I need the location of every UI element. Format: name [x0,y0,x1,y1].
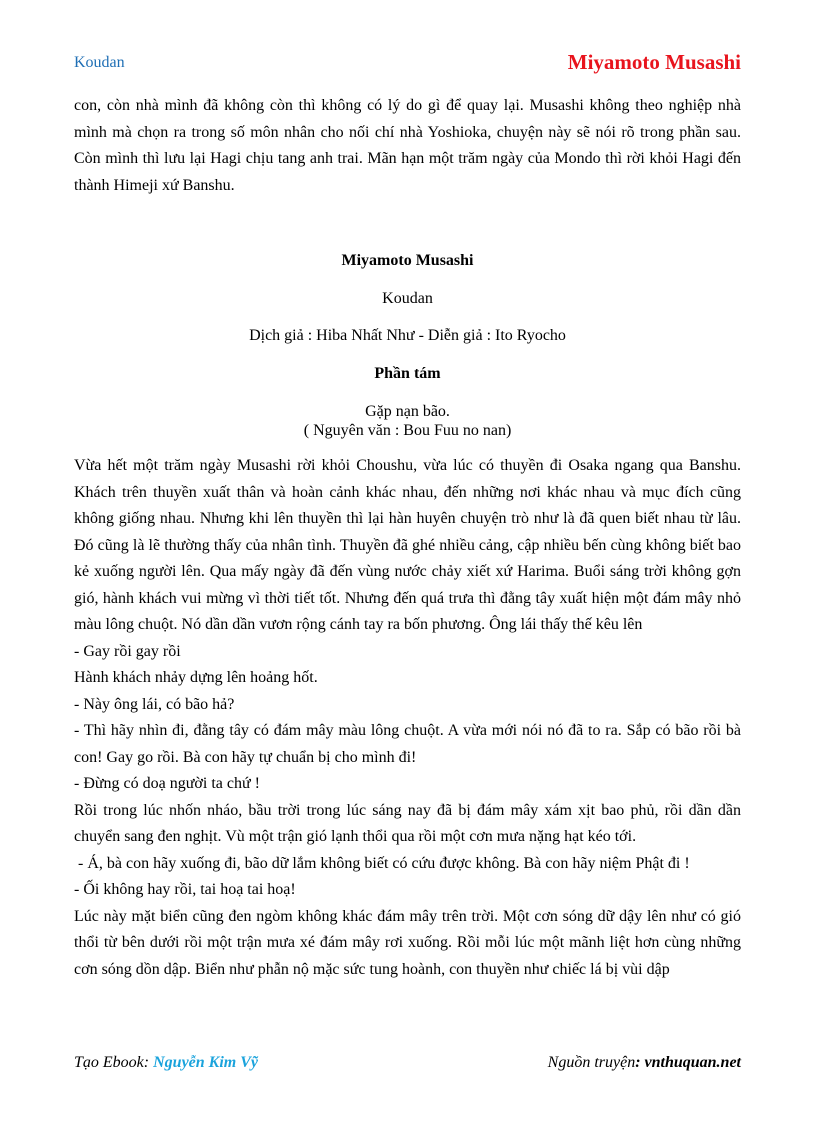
body-paragraph: - Á, bà con hãy xuống đi, bão dữ lắm không biết có cứu được không. Bà con hãy niệm Phật đi ! [74,854,690,872]
body-paragraph: - Gay rồi gay rồi [74,642,181,660]
footer-source-label: Nguồn truyện [547,1054,636,1071]
footer-credit [74,1054,258,1072]
header-left-text: Koudan [74,54,125,71]
footer-credit-name: Nguyễn Kim Vỹ [153,1054,258,1071]
chapter-title: Gặp nạn bão. [365,403,450,420]
body-paragraph: - Đừng có doạ người ta chứ ! [74,775,260,792]
chapter-original: ( Nguyên văn : Bou Fuu no nan) [303,422,512,439]
story-body [74,453,741,983]
credits-line: Dịch giả : Hiba Nhất Như - Diễn giả : Ito Ryocho [249,327,566,344]
body-paragraph: - Này ông lái, có bão hả? [74,695,235,713]
body-paragraph: Lúc này mặt biển cũng đen ngòm không khác đám mây trên trời. Một cơn sóng dữ dậy lên như có gió thổi từ bên dưới rồi một trận mưa xé đám mây rơi xuống. Rồi mỗi lúc một mãnh liệt hơn cùng những cơn sóng dồn dập. Biển như phẫn nộ mặc sức tung hoành, con thuyền như chiếc lá bị vùi dập [74,907,741,978]
body-paragraph: Vừa hết một trăm ngày Musashi rời khỏi Choushu, vừa lúc có thuyền đi Osaka ngang qua Banshu. Khách trên thuyền xuất thân và hoàn cảnh khác nhau, đến những nơi khác nhau và mục đích cũng không giống nhau. Nhưng khi lên thuyền thì lại hàn huyên chuyện trò như là đã quen biết nhau từ lâu. Đó cũng là lẽ thường thấy của nhân tình. Thuyền đã ghé nhiều cảng, cập nhiều bến cùng không biết bao kẻ xuống người lên. Qua mấy ngày đã đến vùng nước chảy xiết xứ Harima. Buổi sáng trời không gợn gió, hành khách vui mừng vì thời tiết tốt. Nhưng đến quá trưa thì đằng tây xuất hiện một đám mây nhỏ màu lông chuột. Nó dần dần vươn rộng cánh tay ra bốn phương. Ông lái thấy thế kêu lên [74,457,741,633]
body-paragraph: Rồi trong lúc nhốn nháo, bầu trời trong lúc sáng nay đã bị đám mây xám xịt bao phủ, rồi dần dần chuyển sang đen nghịt. Vù một trận gió lạnh thổi qua rồi một cơn mưa nặng hạt kéo tới. [74,801,741,845]
footer-source-site: vnthuquan.net [644,1054,741,1071]
body-paragraph: Hành khách nhảy dựng lên hoảng hốt. [74,669,318,686]
part-heading: Phần tám [374,364,441,382]
intro-paragraph: con, còn nhà mình đã không còn thì không có lý do gì để quay lại. Musashi không theo nghiệp nhà mình mà chọn ra trong số môn nhân cho nối chí nhà Yoshioka, chuyện này sẽ nói rõ trong phần sau. Còn mình thì lưu lại Hagi chịu tang anh trai. Mãn hạn một trăm ngày của Mondo thì rời khỏi Hagi đến thành Himeji xứ Banshu. [74,97,741,194]
footer-source [548,1054,741,1072]
title-block [74,248,741,440]
page-footer [74,1054,741,1076]
header-right-title: Miyamoto Musashi [567,50,741,74]
page-header [74,50,741,76]
footer-source-separator: : [635,1054,645,1071]
book-title: Miyamoto Musashi [341,252,474,269]
footer-credit-label: Tạo Ebook [74,1054,144,1071]
body-paragraph: - Ối không hay rồi, tai hoạ tai hoạ! [74,881,296,898]
footer-credit-separator: : [143,1054,154,1071]
body-paragraph: - Thì hãy nhìn đi, đằng tây có đám mây màu lông chuột. A vừa mới nói nó đã to ra. Sắp có bão rồi bà con! Gay go rồi. Bà con hãy tự chuẩn bị cho mình đi! [74,722,741,766]
page-content [74,93,741,983]
book-subtitle: Koudan [382,289,433,307]
